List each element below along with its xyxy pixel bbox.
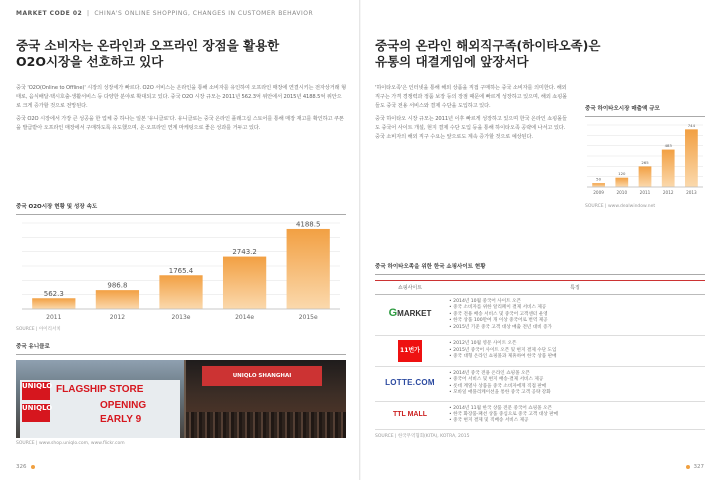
feature-list <box>449 341 701 360</box>
list-item: • 중국 현지 결제 및 직배송 서비스 제공 <box>449 418 701 424</box>
flagship-store-text: FLAGSHIP STORE <box>56 384 144 395</box>
category-label: 2014e <box>235 314 255 321</box>
left-body-text <box>16 84 346 133</box>
opening-text: OPENING <box>100 400 147 411</box>
right-body-text <box>375 84 571 142</box>
list-item: • 2014년 10월 중국어 사이트 오픈 <box>449 299 701 305</box>
uniqlo-logo: UNIQLO <box>22 382 50 400</box>
right-page-number: 327 <box>693 464 704 470</box>
list-item: • 중국어 서비스 및 현지 배송·결제 서비스 제공 <box>449 377 701 383</box>
uniqlo-photo-source: SOURCE | www.shop.uniqlo.com, www.flickr.com <box>16 441 125 446</box>
left-page <box>16 24 346 464</box>
ttlmall-logo: TTL MALL <box>375 401 445 429</box>
table-header-row <box>375 281 705 295</box>
bar-value-label: 2743.2 <box>232 248 257 257</box>
right-title <box>375 38 705 70</box>
right-paragraph-2: 중국 하이타오 시장 규모는 2011년 이후 빠르게 성장하고 있으며 한국 온라인 쇼핑몰들도 중국어 사이트 개설, 현지 결제 수단 도입 등을 통해 하이타오족 공략에 나서고 있다. 중국 소비자의 해외 직구 수요는 앞으로도 계속 증가할 것으로 예상된다. <box>375 116 567 140</box>
bar <box>639 166 652 187</box>
list-item: • 중국 대형 온라인 쇼핑몰과 제휴하여 한국 상품 판매 <box>449 354 701 360</box>
early-text: EARLY 9 <box>100 414 142 425</box>
bar <box>96 290 139 309</box>
11st-logo: 11번가 <box>375 336 445 367</box>
running-header: MARKET CODE 02 | CHINA'S ONLINE SHOPPING, CHANGES IN CUSTOMER BEHAVIOR <box>16 10 314 17</box>
list-item: • 2014년 11월 한국 상품 전문 중국어 쇼핑몰 오픈 <box>449 406 701 412</box>
uniqlo-logo: UNIQLO <box>22 404 50 422</box>
category-label: 2011 <box>639 190 651 195</box>
bar-value-label: 562.3 <box>43 289 64 298</box>
category-label: 2011 <box>46 314 62 321</box>
o2o-chart-block <box>16 202 346 332</box>
footer-dot <box>686 465 690 469</box>
lottecom-logo: LOTTE.COM <box>375 367 445 402</box>
feature-list <box>449 371 701 397</box>
list-item: • 롯데 계열사 상품을 중국 소비자에게 직접 판매 <box>449 384 701 390</box>
bar <box>662 150 675 187</box>
right-paragraph-1: '하이타오족'은 인터넷을 통해 해외 상품을 직접 구매하는 중국 소비자를 의미한다. 해외 직구는 가격 경쟁력과 정품 보장 등의 장점 때문에 빠르게 성장하고 있으며, 해외 쇼핑몰들도 중국 전용 서비스와 결제 수단을 도입하고 있다. <box>375 85 568 109</box>
o2o-chart-label: 중국 O2O시장 현황 및 성장 속도 <box>16 202 346 215</box>
list-item: • 2015년 중국어 사이트 오픈 및 현지 결제 수단 도입 <box>449 348 701 354</box>
list-item: • 한국 화장품·패션 상품 중심으로 중국 고객 대상 판매 <box>449 412 701 418</box>
footer-dot <box>31 465 35 469</box>
bar <box>223 257 266 309</box>
header-subtitle: CHINA'S ONLINE SHOPPING, CHANGES IN CUSTOMER BEHAVIOR <box>94 10 314 17</box>
uniqlo-store-photo <box>16 360 346 438</box>
category-label: 2012 <box>109 314 126 321</box>
list-item: • 중국 전용 배송 서비스 및 중국어 고객센터 운영 <box>449 312 701 318</box>
bar <box>287 229 330 309</box>
bar-value-label: 483 <box>664 143 672 149</box>
feature-list <box>449 406 701 425</box>
haitao-chart-block <box>585 104 705 209</box>
table-source: SOURCE | 한국무역협회(KITA), KOTRA, 2015 <box>375 433 470 439</box>
haitao-chart-label: 중국 하이타오시장 매출액 규모 <box>585 104 705 117</box>
category-label: 2010 <box>616 190 628 195</box>
o2o-chart-source: SOURCE | 아이리서치 <box>16 327 61 332</box>
left-title <box>16 38 346 70</box>
shopping-site-table-block <box>375 262 705 439</box>
table-label: 중국 하이타오족을 위한 한국 쇼핑사이트 현황 <box>375 262 705 275</box>
list-item: • 한국 상품 100만여 개 이상 중국어로 번역 제공 <box>449 318 701 324</box>
bar-value-label: 1765.4 <box>168 266 194 275</box>
left-footer <box>16 464 39 470</box>
left-page-number: 326 <box>16 464 27 470</box>
right-footer <box>682 464 705 470</box>
uniqlo-photo-label: 중국 유니클로 <box>16 342 346 355</box>
uniqlo-photo-left <box>16 360 184 438</box>
feature-list <box>449 299 701 331</box>
bar <box>159 275 202 309</box>
bar <box>32 298 75 309</box>
bar-value-label: 4188.5 <box>295 220 321 229</box>
table-row <box>375 367 705 402</box>
uniqlo-photo-block <box>16 342 346 446</box>
right-page <box>375 24 705 464</box>
list-item: • 2015년 기준 중국 고객 대상 매출 전년 대비 증가 <box>449 325 701 331</box>
left-title-line2: O2O시장을 선호하고 있다 <box>16 54 164 69</box>
table-header-feature: 특징 <box>445 281 705 295</box>
gmarket-logo: GMARKET <box>375 295 445 336</box>
bar-value-label: 744 <box>687 122 696 128</box>
shopping-site-table <box>375 280 705 430</box>
left-paragraph-2: 중국 O2O 시장에서 가장 큰 성공을 한 업체 중 하나는 일본 '유니클로'다. 유니클로는 중국 온라인 플래그십 스토어를 통해 매장 재고를 확인하고 쿠폰을 발급받아 오프라인 매장에서 구매하도록 유도했으며, 온·오프라인 연계 마케팅으로 좋은 성과를 거두고 있다. <box>16 116 344 131</box>
crowd <box>186 412 346 438</box>
list-item: • 모바일 애플리케이션을 통한 중국 고객 공략 강화 <box>449 390 701 396</box>
left-title-line1: 중국 소비자는 온라인과 오프라인 장점을 활용한 <box>16 38 280 53</box>
category-label: 2009 <box>593 190 604 195</box>
bar-value-label: 986.8 <box>107 281 128 290</box>
bar <box>615 178 628 187</box>
bar-value-label: 50 <box>596 176 602 182</box>
bar-value-label: 265 <box>641 159 649 165</box>
category-label: 2013 <box>686 190 697 195</box>
list-item: • 2014년 중국 전용 온라인 쇼핑몰 오픈 <box>449 371 701 377</box>
haitao-bar-chart <box>585 117 705 197</box>
right-title-line1: 중국의 온라인 해외직구족(하이타오족)은 <box>375 38 601 53</box>
bar <box>685 129 698 187</box>
category-label: 2015e <box>298 314 318 321</box>
list-item: • 중국 소비자를 위한 알리페이 결제 서비스 제공 <box>449 305 701 311</box>
shanghai-banner: UNIQLO SHANGHAI <box>202 366 322 386</box>
table-row <box>375 401 705 429</box>
o2o-bar-chart <box>16 215 346 323</box>
category-label: 2012 <box>662 190 674 195</box>
table-row <box>375 336 705 367</box>
list-item: • 2012년 10월 영문 사이트 오픈 <box>449 341 701 347</box>
table-header-site: 쇼핑사이트 <box>375 281 445 295</box>
page-gutter <box>359 0 361 480</box>
haitao-chart-source: SOURCE | www.dealwindow.net <box>585 204 656 209</box>
bar <box>592 183 605 187</box>
bar-value-label: 120 <box>618 171 626 177</box>
right-title-line2: 유통의 대결게임에 앞장서다 <box>375 54 529 69</box>
category-label: 2013e <box>171 314 191 321</box>
table-row <box>375 295 705 336</box>
left-paragraph-1: 중국 'O2O(Online to Offline)' 시장의 성장세가 빠르다. O2O 서비스는 온라인을 통해 소비자를 유인하여 오프라인 매장에 연결시키는 전자상거래 형태로, 음식배달·택시호출·생활서비스 등 다양한 분야로 확대되고 있다. 중국 O2O 시장 규모는 2011년 562.3억 위안에서 2015년 4188.5억 위안으로 크게 증가할 것으로 전망된다. <box>16 85 346 109</box>
header-code: MARKET CODE 02 <box>16 10 83 17</box>
